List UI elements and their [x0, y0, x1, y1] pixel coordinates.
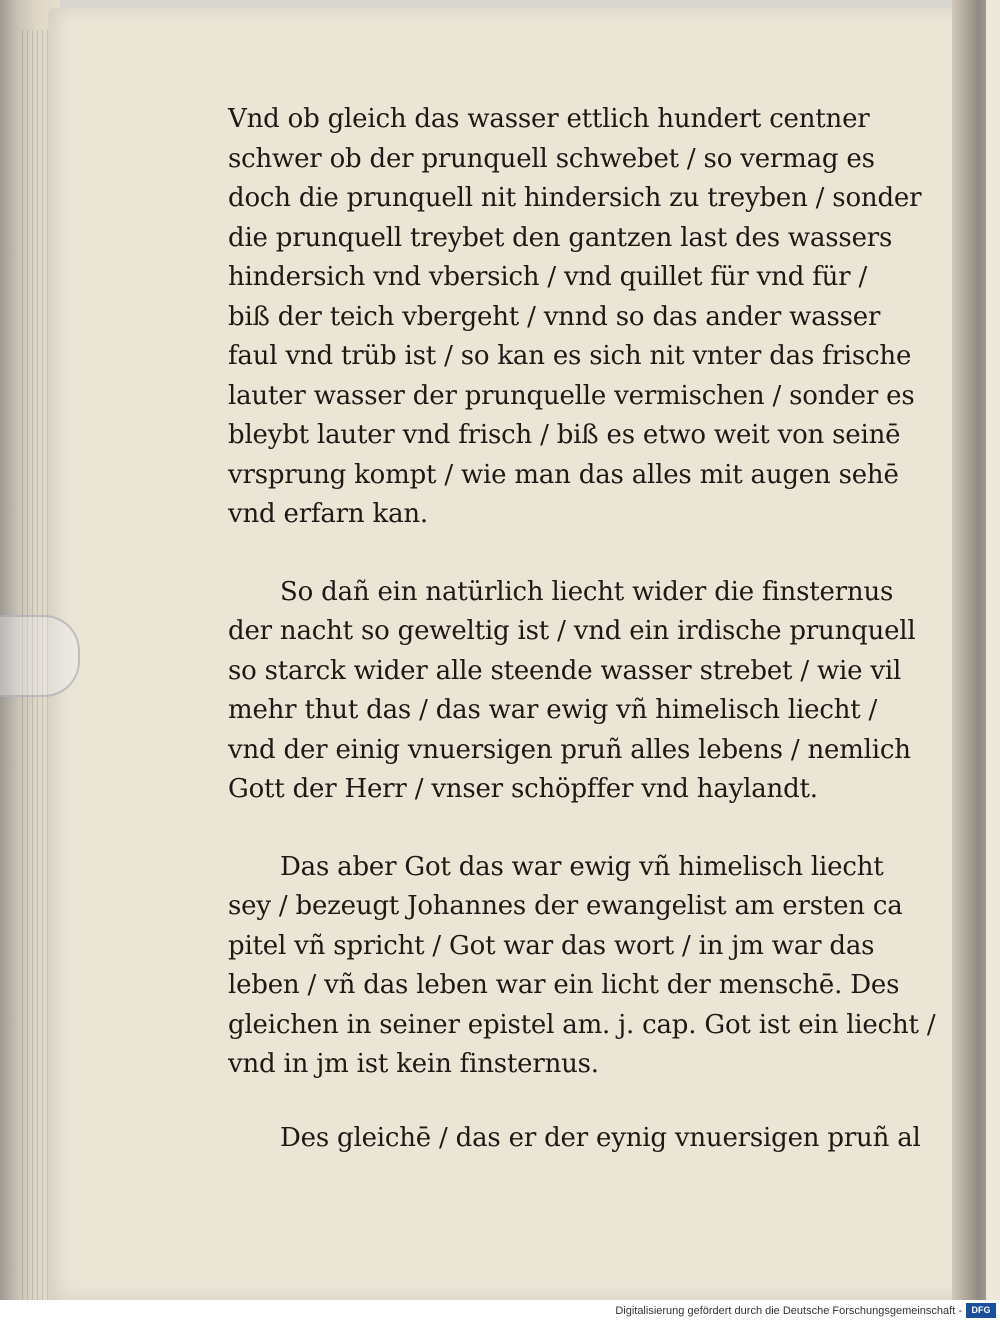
page-text [228, 100, 936, 1158]
paragraph-1 [228, 100, 922, 535]
text-line: bleybt lauter vnd frisch / biß es etwo weit von seinē [228, 420, 901, 450]
text-line: gleichen in seiner epistel am. j. cap. Got ist ein liecht / [228, 1009, 936, 1040]
paragraph-spacer [228, 535, 918, 573]
page-clip-marker [0, 615, 80, 697]
text-line: faul vnd trüb ist / so kan es sich nit vnter das frische [228, 341, 912, 371]
text-line: die prunquell treybet den gantzen last des wassers [228, 222, 893, 253]
text-line: Gott der Herr / vnser schöpffer vnd haylandt. [228, 774, 818, 804]
paragraph-2 [228, 573, 918, 810]
text-line: schwer ob der prunquell schwebet / so vermag es [228, 143, 875, 174]
funding-credit: Digitalisierung gefördert durch die Deutsche Forschungsgemeinschaft - [615, 1305, 962, 1317]
text-line: pitel vñ spricht / Got war das wort / in jm war das [228, 930, 875, 961]
text-line: hindersich vnd vbersich / vnd quillet für vnd für / [228, 262, 868, 292]
text-line: so starck wider alle steende wasser strebet / wie vil [228, 655, 902, 686]
text-line: Vnd ob gleich das wasser ettlich hundert centner [228, 104, 870, 134]
paragraph-spacer [228, 810, 918, 848]
digitization-footer [0, 1300, 1000, 1323]
paragraph-3 [228, 848, 936, 1085]
text-line: So dañ ein natürlich liecht wider die finsternus [280, 576, 894, 607]
text-line: Des gleichē / das er der eynig vnuersigen pruñ al [280, 1122, 921, 1153]
text-line: der nacht so geweltig ist / vnd ein irdische prunquell [228, 616, 916, 646]
text-line: vrsprung kompt / wie man das alles mit augen sehē [228, 459, 899, 490]
text-line: vnd in jm ist kein finsternus. [228, 1049, 599, 1079]
text-line: doch die prunquell nit hindersich zu treyben / sonder [228, 183, 922, 213]
paragraph-spacer [228, 1085, 918, 1119]
text-line: biß der teich vbergeht / vnnd so das ander wasser [228, 301, 881, 332]
text-line: Das aber Got das war ewig vñ himelisch liecht [280, 851, 884, 882]
text-line: vnd erfarn kan. [228, 499, 428, 529]
facing-page-edge [986, 0, 1000, 1300]
text-line: leben / vñ das leben war ein licht der menschē. Des [228, 970, 900, 1000]
text-line: sey / bezeugt Johannes der ewangelist am ersten ca [228, 891, 903, 921]
text-line: mehr thut das / das war ewig vñ himelisch liecht / [228, 695, 878, 725]
dfg-logo: DFG [966, 1303, 996, 1318]
text-line: vnd der einig vnuersigen pruñ alles lebens / nemlich [228, 734, 911, 765]
text-line: lauter wasser der prunquelle vermischen / sonder es [228, 380, 915, 411]
paragraph-4 [228, 1119, 921, 1159]
